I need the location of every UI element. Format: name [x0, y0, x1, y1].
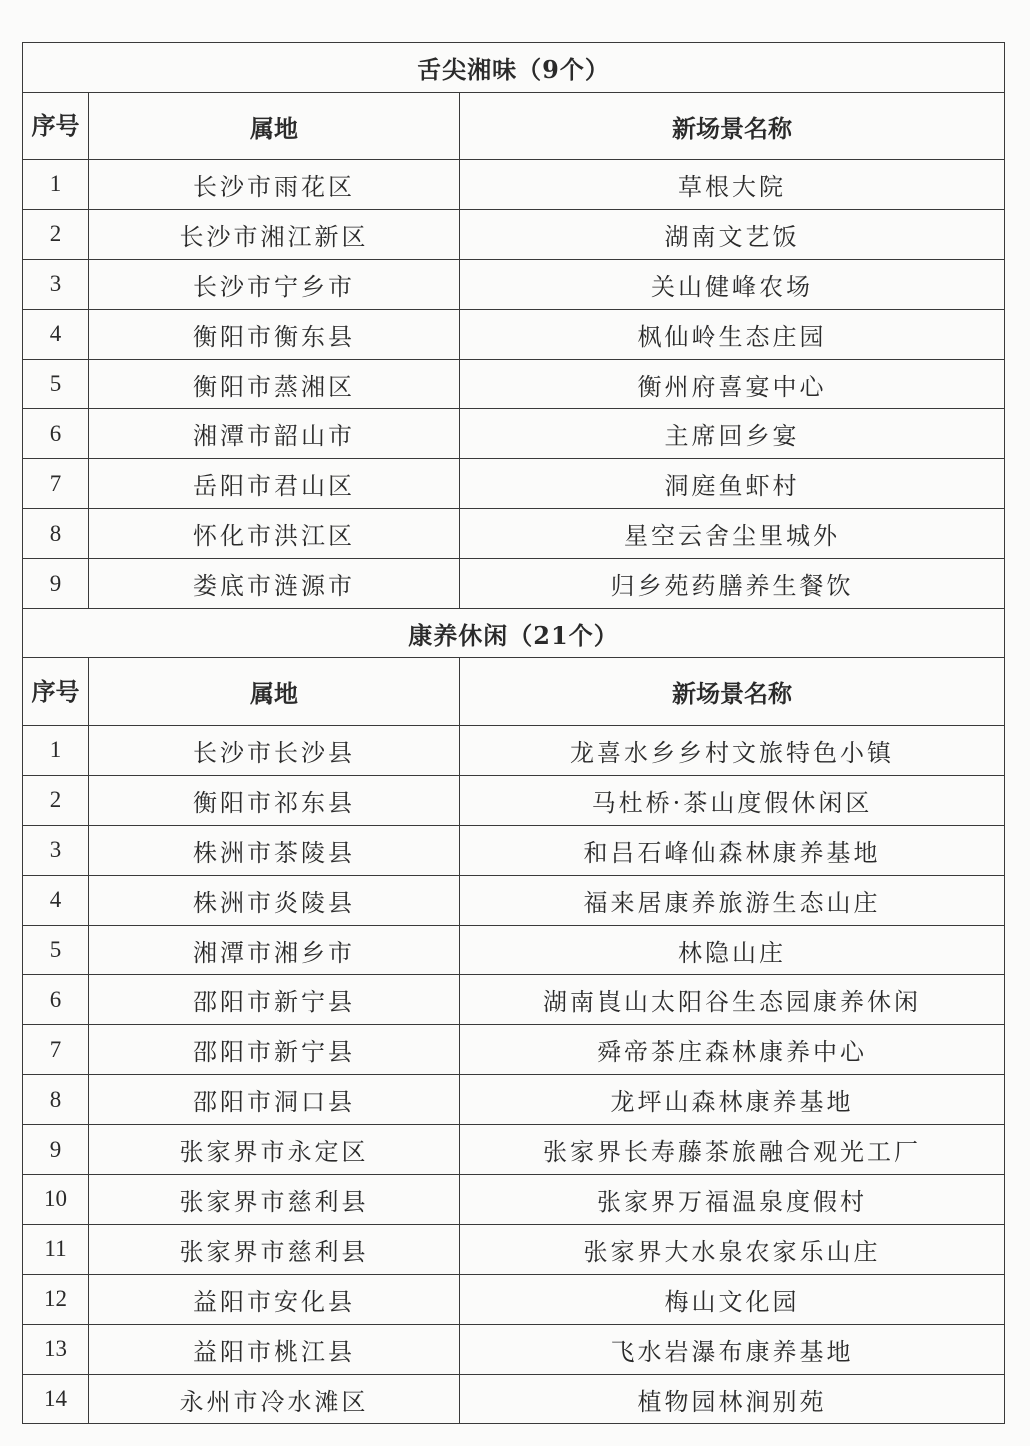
row-scene-name: 张家界万福温泉度假村 — [460, 1175, 1005, 1225]
row-locality: 长沙市长沙县 — [89, 726, 460, 776]
table-row — [23, 309, 1005, 359]
row-number: 4 — [23, 875, 89, 925]
row-number: 14 — [23, 1374, 89, 1424]
row-locality: 益阳市桃江县 — [89, 1324, 460, 1374]
row-scene-name: 主席回乡宴 — [460, 409, 1005, 459]
row-scene-name: 飞水岩瀑布康养基地 — [460, 1324, 1005, 1374]
table-row — [23, 825, 1005, 875]
row-scene-name: 梅山文化园 — [460, 1274, 1005, 1324]
section-title-row — [23, 43, 1005, 93]
table-row — [23, 559, 1005, 609]
row-scene-name: 枫仙岭生态庄园 — [460, 309, 1005, 359]
table-row — [23, 1324, 1005, 1374]
row-number: 2 — [23, 209, 89, 259]
section-title: 康养休闲（21个） — [23, 609, 1005, 658]
row-number: 2 — [23, 775, 89, 825]
row-scene-name: 福来居康养旅游生态山庄 — [460, 875, 1005, 925]
row-locality: 衡阳市衡东县 — [89, 309, 460, 359]
row-scene-name: 龙坪山森林康养基地 — [460, 1075, 1005, 1125]
row-number: 12 — [23, 1274, 89, 1324]
row-scene-name: 和吕石峰仙森林康养基地 — [460, 825, 1005, 875]
row-scene-name: 湖南崀山太阳谷生态园康养休闲 — [460, 975, 1005, 1025]
row-locality: 株洲市炎陵县 — [89, 875, 460, 925]
row-locality: 永州市冷水滩区 — [89, 1374, 460, 1424]
row-number: 11 — [23, 1224, 89, 1274]
table-row — [23, 459, 1005, 509]
table-row — [23, 726, 1005, 776]
row-number: 1 — [23, 726, 89, 776]
row-locality: 怀化市洪江区 — [89, 509, 460, 559]
row-locality: 张家界市慈利县 — [89, 1224, 460, 1274]
row-locality: 衡阳市蒸湘区 — [89, 359, 460, 409]
table-row — [23, 1374, 1005, 1424]
table-row — [23, 259, 1005, 309]
header-locality: 属地 — [89, 658, 460, 726]
row-number: 3 — [23, 259, 89, 309]
row-scene-name: 湖南文艺饭 — [460, 209, 1005, 259]
table-row — [23, 160, 1005, 210]
table-row — [23, 209, 1005, 259]
scene-list-table — [22, 42, 1005, 1424]
row-locality: 湘潭市韶山市 — [89, 409, 460, 459]
row-scene-name: 马杜桥·茶山度假休闲区 — [460, 775, 1005, 825]
row-scene-name: 关山健峰农场 — [460, 259, 1005, 309]
row-number: 8 — [23, 509, 89, 559]
row-scene-name: 星空云舍尘里城外 — [460, 509, 1005, 559]
header-seq: 序号 — [23, 93, 89, 160]
table-row — [23, 775, 1005, 825]
row-number: 5 — [23, 925, 89, 975]
column-header-row — [23, 658, 1005, 726]
table-row — [23, 409, 1005, 459]
row-locality: 衡阳市祁东县 — [89, 775, 460, 825]
row-number: 9 — [23, 559, 89, 609]
section-title-row — [23, 609, 1005, 658]
row-locality: 邵阳市新宁县 — [89, 975, 460, 1025]
row-number: 4 — [23, 309, 89, 359]
table-row — [23, 359, 1005, 409]
header-scene: 新场景名称 — [460, 93, 1005, 160]
row-number: 8 — [23, 1075, 89, 1125]
row-locality: 张家界市慈利县 — [89, 1175, 460, 1225]
row-scene-name: 张家界大水泉农家乐山庄 — [460, 1224, 1005, 1274]
row-scene-name: 林隐山庄 — [460, 925, 1005, 975]
table-row — [23, 1175, 1005, 1225]
header-scene: 新场景名称 — [460, 658, 1005, 726]
row-number: 1 — [23, 160, 89, 210]
row-scene-name: 张家界长寿藤茶旅融合观光工厂 — [460, 1125, 1005, 1175]
row-scene-name: 衡州府喜宴中心 — [460, 359, 1005, 409]
row-scene-name: 植物园林涧别苑 — [460, 1374, 1005, 1424]
row-scene-name: 舜帝茶庄森林康养中心 — [460, 1025, 1005, 1075]
row-locality: 邵阳市新宁县 — [89, 1025, 460, 1075]
table-row — [23, 1224, 1005, 1274]
header-locality: 属地 — [89, 93, 460, 160]
row-scene-name: 归乡苑药膳养生餐饮 — [460, 559, 1005, 609]
row-locality: 益阳市安化县 — [89, 1274, 460, 1324]
header-seq: 序号 — [23, 658, 89, 726]
row-locality: 长沙市湘江新区 — [89, 209, 460, 259]
row-locality: 株洲市茶陵县 — [89, 825, 460, 875]
row-locality: 岳阳市君山区 — [89, 459, 460, 509]
row-number: 3 — [23, 825, 89, 875]
row-locality: 邵阳市洞口县 — [89, 1075, 460, 1125]
section-title: 舌尖湘味（9个） — [23, 43, 1005, 93]
row-number: 7 — [23, 1025, 89, 1075]
row-number: 13 — [23, 1324, 89, 1374]
table-row — [23, 975, 1005, 1025]
row-scene-name: 草根大院 — [460, 160, 1005, 210]
table-row — [23, 509, 1005, 559]
row-scene-name: 洞庭鱼虾村 — [460, 459, 1005, 509]
row-number: 6 — [23, 409, 89, 459]
row-number: 10 — [23, 1175, 89, 1225]
row-number: 5 — [23, 359, 89, 409]
table-row — [23, 925, 1005, 975]
table-row — [23, 1025, 1005, 1075]
row-scene-name: 龙喜水乡乡村文旅特色小镇 — [460, 726, 1005, 776]
row-number: 9 — [23, 1125, 89, 1175]
table-row — [23, 875, 1005, 925]
column-header-row — [23, 93, 1005, 160]
row-locality: 娄底市涟源市 — [89, 559, 460, 609]
row-locality: 张家界市永定区 — [89, 1125, 460, 1175]
row-locality: 长沙市雨花区 — [89, 160, 460, 210]
row-number: 6 — [23, 975, 89, 1025]
row-locality: 长沙市宁乡市 — [89, 259, 460, 309]
table-row — [23, 1274, 1005, 1324]
row-locality: 湘潭市湘乡市 — [89, 925, 460, 975]
table-row — [23, 1075, 1005, 1125]
row-number: 7 — [23, 459, 89, 509]
table-row — [23, 1125, 1005, 1175]
